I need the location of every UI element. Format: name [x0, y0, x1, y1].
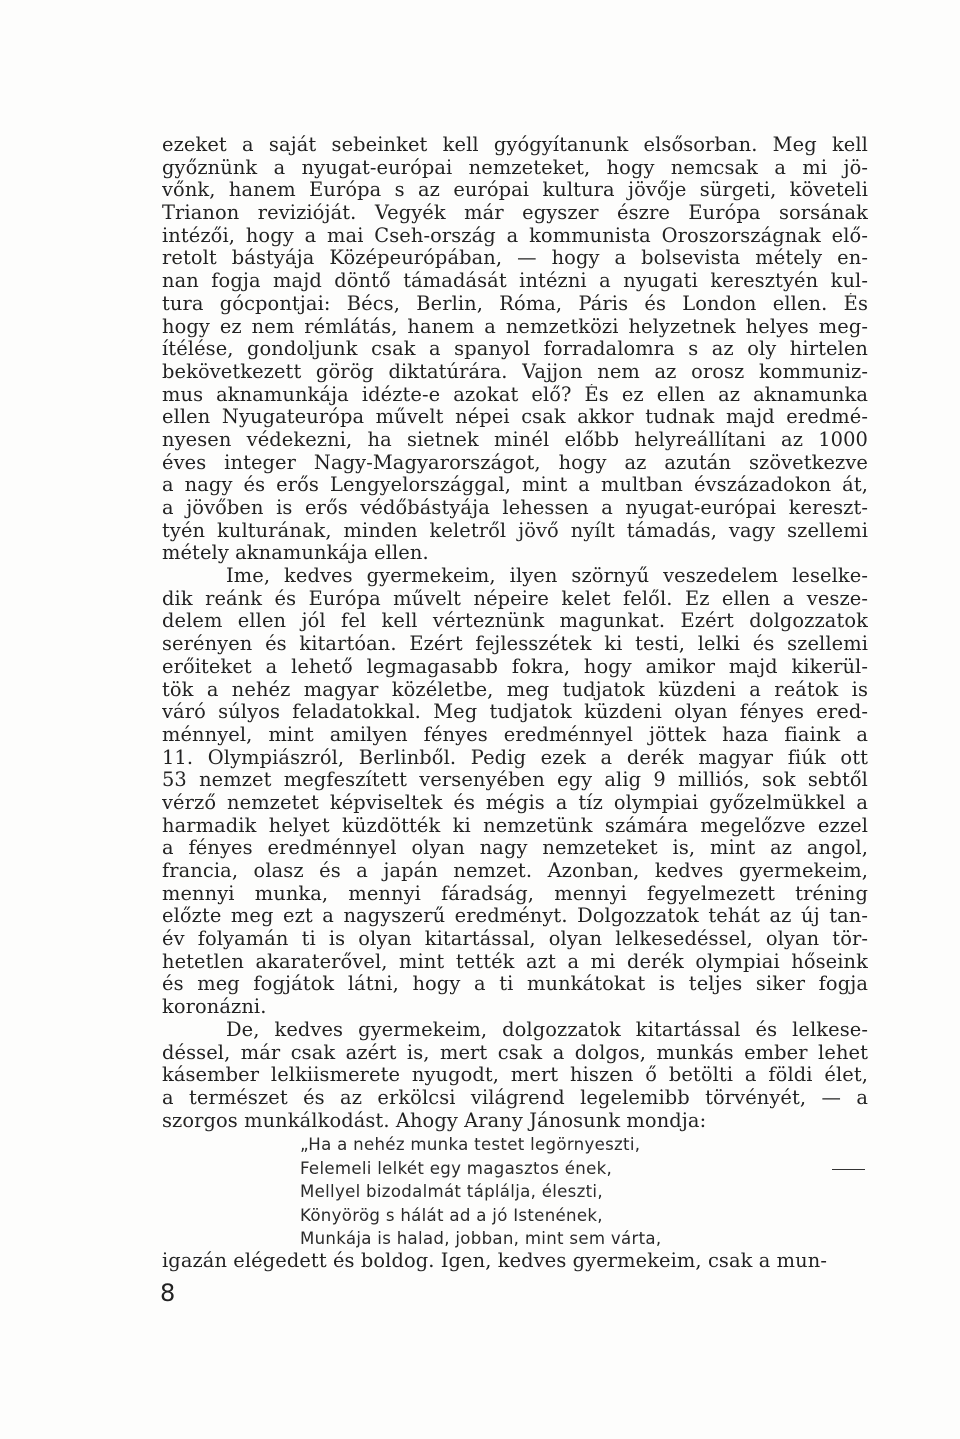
text-line: hogy ez nem rémlátás, hanem a nemzetközi helyzetnek helyes meg- — [162, 315, 868, 338]
text-line: retolt bástyája Középeurópában, — hogy a bolsevista métely en- — [162, 247, 868, 270]
text-line: és meg fogjátok látni, hogy a ti munkátokat is teljes siker fogja — [162, 973, 868, 996]
text-line: ménnyel, mint amilyen fényes eredménnyel jöttek haza fiaink a — [162, 723, 868, 746]
text-line: delem ellen jól fel kell vérteznünk magunkat. Ezért dolgozzatok — [162, 610, 868, 633]
text-line: bekövetkezett görög diktatúrára. Vajjon nem az orosz kommuniz- — [162, 360, 868, 383]
text-line: előzte meg ezt a nagyszerű eredményt. Dolgozzatok tehát az új tan- — [162, 905, 868, 928]
text-line: tyén kulturának, minden keletről jövő nyílt támadás, vagy szellemi — [162, 519, 868, 542]
em-dash-rule — [832, 1169, 865, 1170]
text-line: métely aknamunkája ellen. — [162, 542, 429, 565]
poem-line: „Ha a nehéz munka testet legörnyeszti, — [300, 1135, 641, 1154]
text-line: a fényes eredménnyel olyan nagy nemzeteket is, mint az angol, — [162, 837, 868, 860]
text-line: erőiteket a lehető legmagasabb fokra, hogy amikor majd kikerül- — [162, 655, 868, 678]
text-line: a nagy és erős Lengyelországgal, mint a multban évszázadokon át, — [162, 474, 868, 497]
text-line: szorgos munkálkodást. Ahogy Arany Jánosunk mondja: — [162, 1109, 707, 1132]
text-line: ezeket a saját sebeinket kell gyógyítanunk elsősorban. Meg kell — [162, 134, 868, 156]
text-line: hetetlen akaraterővel, mint tették azt a mi derék olympiai hőseink — [162, 950, 868, 973]
body-text — [162, 134, 868, 1132]
text-line: mennyi munka, mennyi fáradság, mennyi fegyelmezett tréning — [162, 882, 868, 905]
text-line: nan fogja majd döntő támadását intézni a nyugati keresztyén kul- — [162, 270, 868, 293]
text-line: vérző nemzetet képviseltek és mégis a tíz olympiai győzelmükkel a — [162, 791, 868, 814]
text-line: a jövőben is erős védőbástyája lehessen a nyugat-európai kereszt- — [162, 497, 868, 519]
text-line: év folyamán ti is olyan kitartással, olyan lelkesedéssel, olyan tör- — [162, 928, 868, 951]
page-number: 8 — [160, 1279, 176, 1307]
text-line: 53 nemzet megfeszített versenyében egy alig 9 milliós, sok sebtől — [162, 769, 868, 792]
text-line: kásember lelkiismerete nyugodt, mert hiszen ő betölti a földi élet, — [162, 1064, 868, 1087]
text-line: déssel, már csak azért is, mert csak a dolgos, munkás ember lehet — [162, 1041, 868, 1064]
text-line: Trianon revizióját. Vegyék már egyszer észre Európa sorsának — [162, 202, 868, 225]
text-line: váró súlyos feladatokkal. Meg tudjatok küzdeni olyan fényes ered- — [162, 701, 868, 724]
text-line: a természet és az erkölcsi világrend legelemibb törvényét, — a — [162, 1086, 868, 1109]
paragraph-first-line: De, kedves gyermekeim, dolgozzatok kitartással és lelkese- — [226, 1018, 868, 1041]
text-line: 11. Olympiászról, Berlinből. Pedig ezek a derék magyar fiúk ott — [162, 746, 868, 769]
text-line: tura gócpontjai: Bécs, Berlin, Róma, Páris és London ellen. És — [162, 292, 868, 315]
text-line: ellen Nyugateurópa művelt népei csak akkor tudnak majd eredmé- — [162, 406, 868, 429]
text-line: vőnk, hanem Európa s az európai kultura jövője sürgeti, követeli — [162, 179, 868, 202]
text-line: dik reánk és Európa művelt népeire kelet felől. Ez ellen a vesze- — [162, 587, 868, 610]
text-line: serényen és kitartóan. Ezért fejlesszétek ki testi, lelki és szellemi — [162, 633, 868, 656]
poem-quote — [300, 1133, 860, 1251]
text-line: nyesen védekezni, ha sietnek minél előbb helyreállítani az 1000 — [162, 428, 868, 451]
text-line: francia, olasz és a japán nemzet. Azonban, kedves gyermekeim, — [162, 860, 868, 882]
text-line: mus aknamunkája idézte-e azokat elő? És ez ellen az aknamunka — [162, 383, 868, 406]
text-line: ítélése, gondoljunk csak a spanyol forradalomra s az oly hirtelen — [162, 338, 868, 361]
paragraph-first-line: Ime, kedves gyermekeim, ilyen szörnyű veszedelem leselke- — [226, 565, 868, 588]
text-line: igazán elégedett és boldog. Igen, kedves gyermekeim, csak a mun- — [162, 1250, 827, 1272]
poem-line: Munkája is halad, jobban, mint sem várta, — [300, 1229, 662, 1248]
text-line: tök a nehéz magyar közéletbe, meg tudjatok küzdeni a reátok is — [162, 678, 868, 701]
text-line: éves integer Nagy-Magyarországot, hogy az azután szövetkezve — [162, 451, 868, 474]
poem-line: Mellyel bizodalmát táplálja, éleszti, — [300, 1182, 603, 1201]
poem-line: Felemeli lelkét egy magasztos ének, — [300, 1158, 613, 1178]
text-line: győznünk a nyugat-európai nemzeteket, hogy nemcsak a mi jö- — [162, 156, 868, 179]
text-line: harmadik helyet küzdötték ki nemzetünk számára megelőzve ezzel — [162, 814, 868, 837]
text-line: koronázni. — [162, 996, 267, 1019]
body-text-continued — [162, 1250, 868, 1273]
text-line: intézői, hogy a mai Cseh-ország a kommunista Oroszországnak elő- — [162, 224, 868, 247]
poem-line: Könyörög s hálát ad a jó Istenének, — [300, 1205, 603, 1225]
